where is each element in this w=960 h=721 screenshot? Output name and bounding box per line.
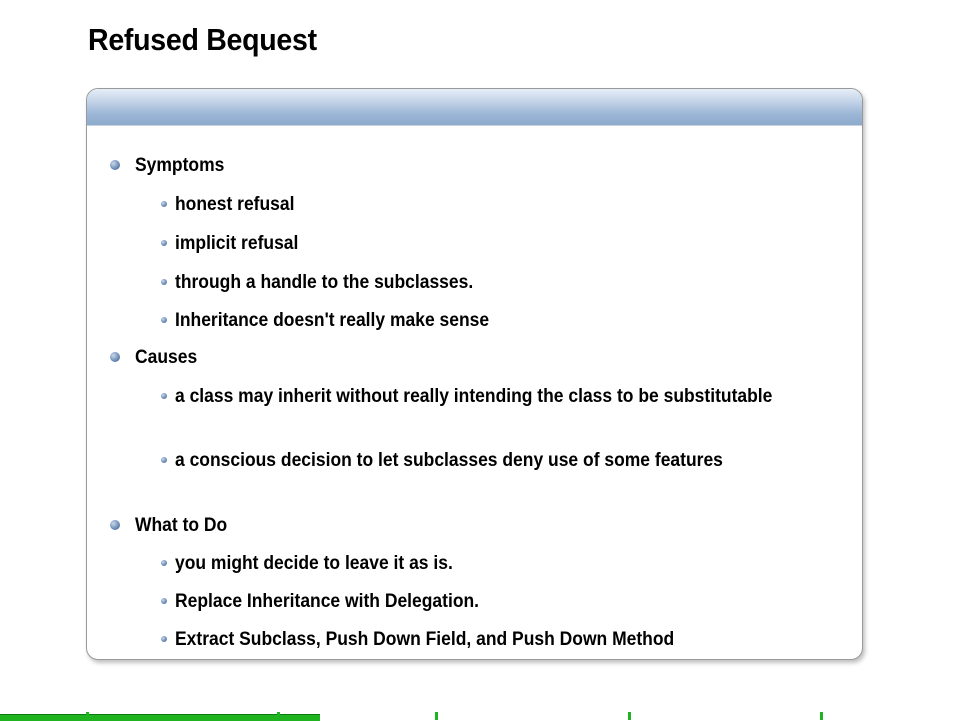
list-item: Inheritance doesn't really make sense <box>175 310 490 331</box>
item-bullet-icon <box>161 393 167 399</box>
section-heading-causes: Causes <box>135 347 198 368</box>
list-item: Extract Subclass, Push Down Field, and Push Down Method <box>175 629 675 650</box>
panel-header <box>87 89 862 126</box>
item-bullet-icon <box>161 279 167 285</box>
section-heading-symptoms: Symptoms <box>135 155 225 176</box>
item-bullet-icon <box>161 201 167 207</box>
footer-tick <box>277 712 280 720</box>
item-bullet-icon <box>161 636 167 642</box>
section-bullet-icon <box>110 520 120 530</box>
list-item: Replace Inheritance with Delegation. <box>175 591 480 612</box>
item-bullet-icon <box>161 240 167 246</box>
footer-tick <box>820 712 823 720</box>
list-item: implicit refusal <box>175 233 299 254</box>
section-bullet-icon <box>110 352 120 362</box>
list-item: through a handle to the subclasses. <box>175 272 474 293</box>
footer-tick <box>435 712 438 720</box>
item-bullet-icon <box>161 457 167 463</box>
list-item: a class may inherit without really intending the class to be substitutable <box>175 386 773 407</box>
footer-tick <box>628 712 631 720</box>
footer-tick <box>86 712 89 720</box>
list-item: you might decide to leave it as is. <box>175 553 453 574</box>
slide-title: Refused Bequest <box>88 22 317 57</box>
item-bullet-icon <box>161 598 167 604</box>
list-item: a conscious decision to let subclasses deny use of some features <box>175 450 723 471</box>
section-bullet-icon <box>110 160 120 170</box>
item-bullet-icon <box>161 317 167 323</box>
section-heading-what-to-do: What to Do <box>135 515 228 536</box>
item-bullet-icon <box>161 560 167 566</box>
list-item: honest refusal <box>175 194 295 215</box>
